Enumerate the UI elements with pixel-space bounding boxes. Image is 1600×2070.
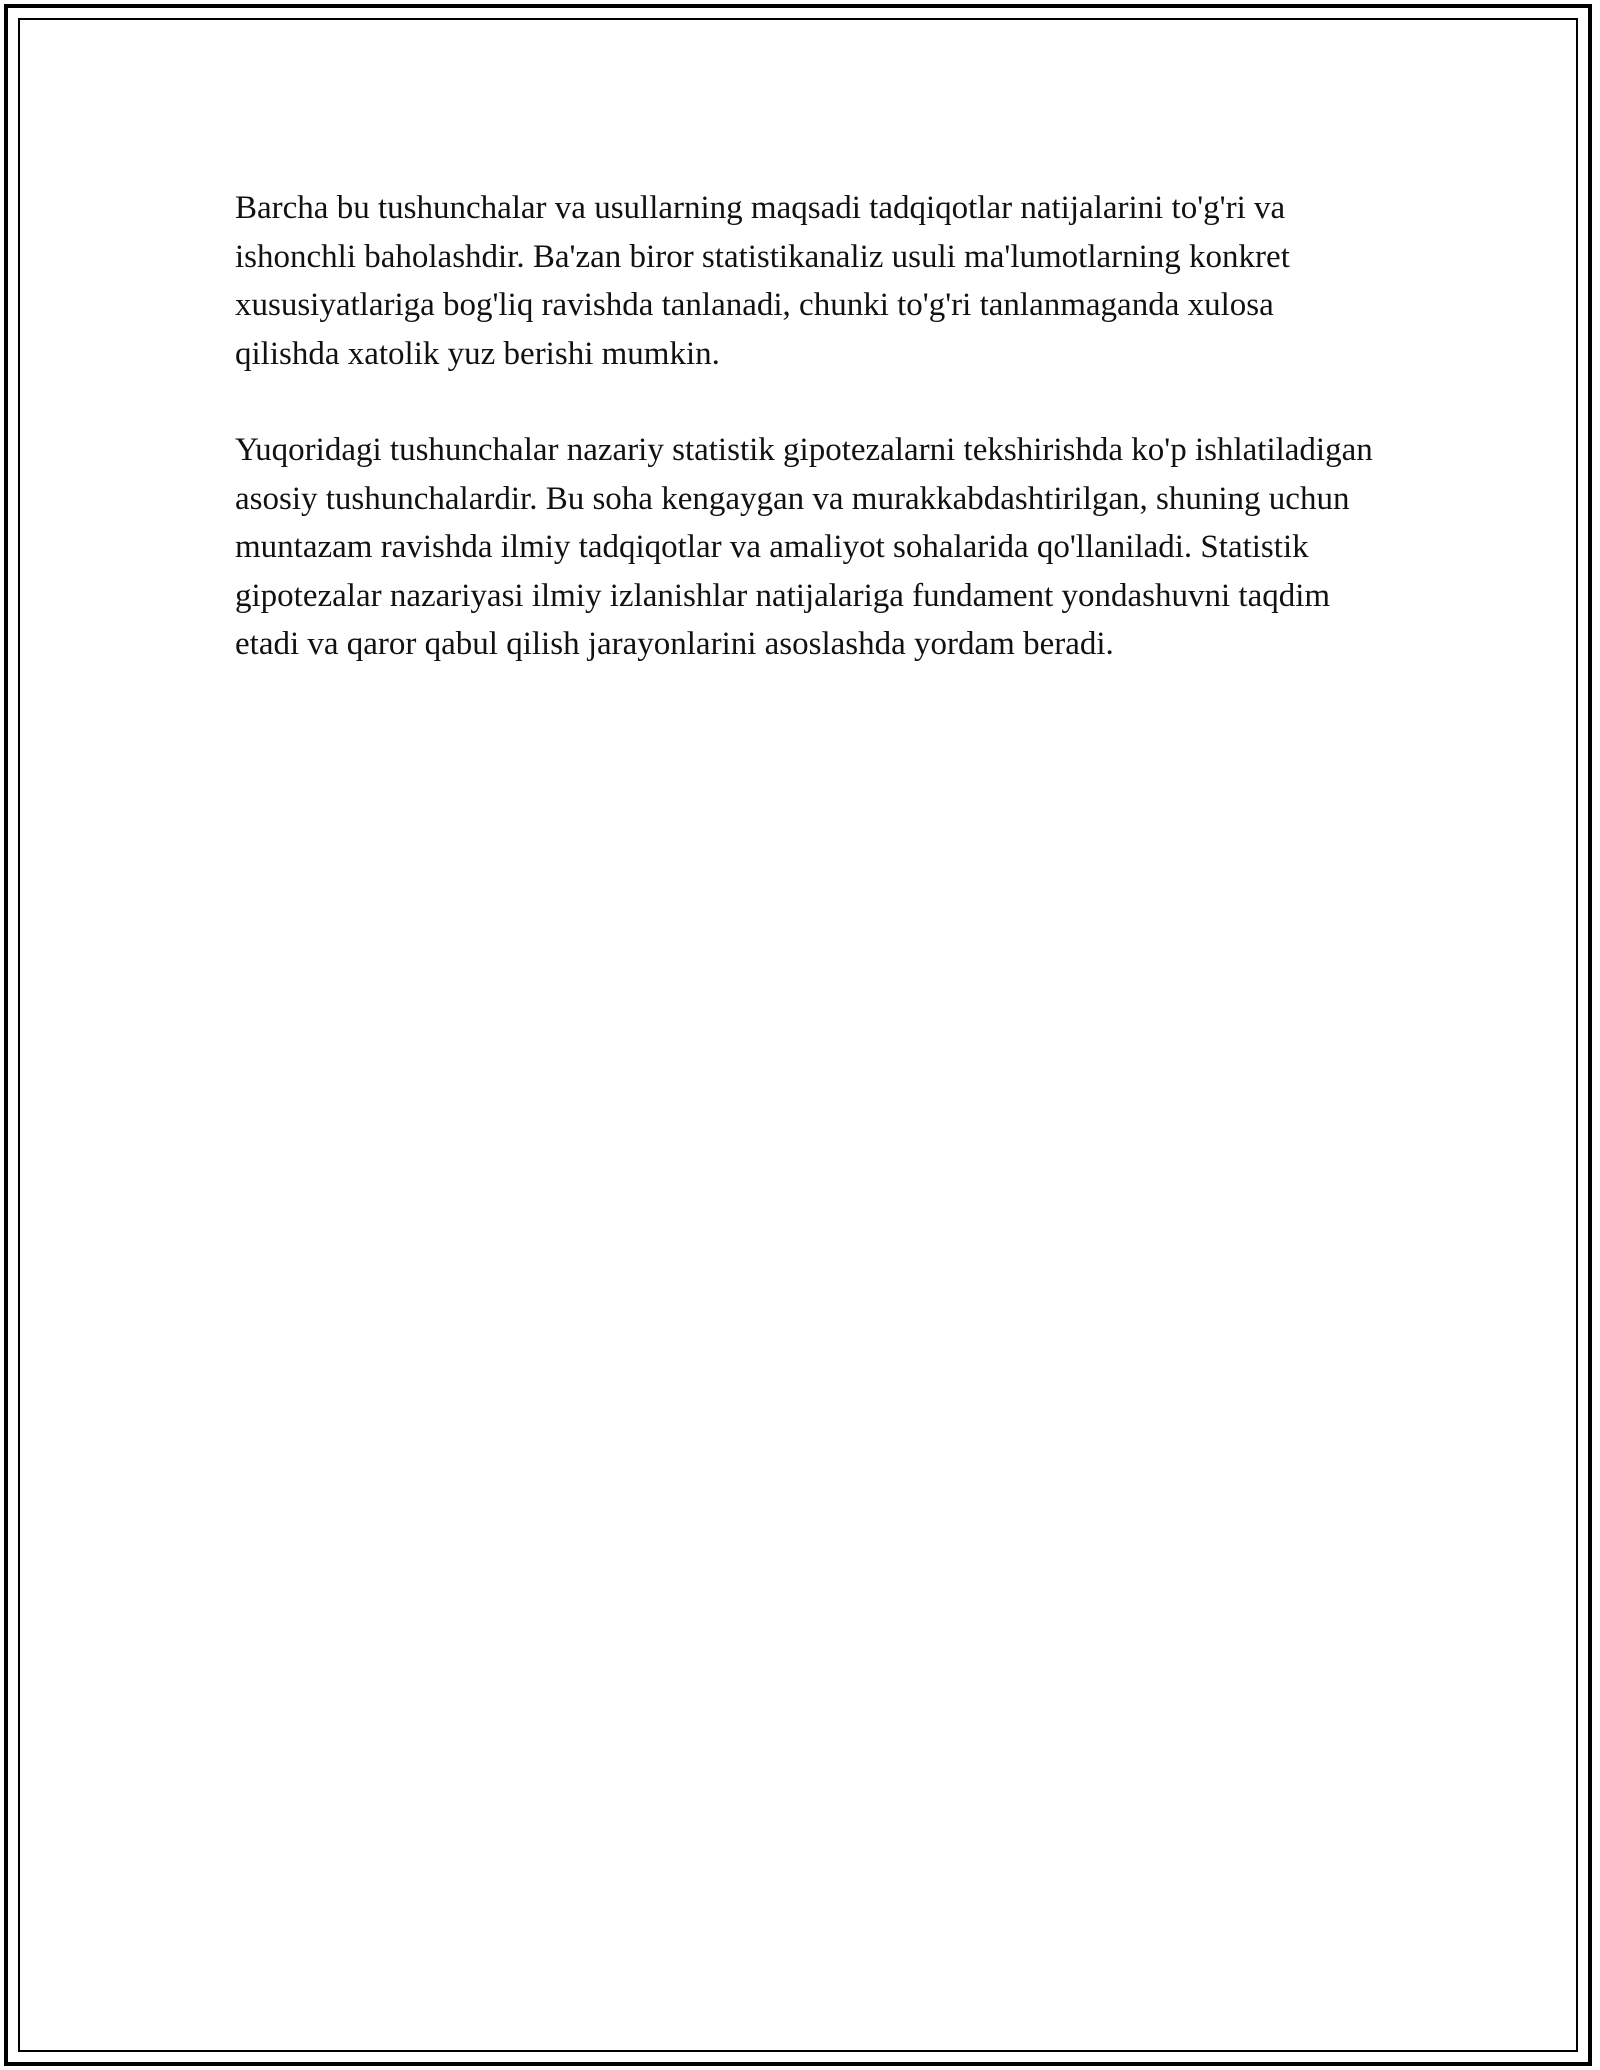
paragraph-1: Barcha bu tushunchalar va usullarning maqsadi tadqiqotlar natijalarini to'g'ri va ishonchli baholashdir. Ba'zan biror statistikanaliz usuli ma'lumotlarning konkret xususiyatlariga bog'liq ravishda tanlanadi, chunki to'g'ri tanlanmaganda xulosa qilishda xatolik yuz berishi mumkin. xyxy=(235,190,1290,372)
document-body xyxy=(235,184,1375,717)
paragraph-2: Yuqoridagi tushunchalar nazariy statistik gipotezalarni tekshirishda ko'p ishlatiladigan asosiy tushunchalardir. Bu soha kengaygan va murakkabdashtirilgan, shuning uchun muntazam ravishda ilmiy tadqiqotlar va amaliyot sohalarida qo'llaniladi. Statistik gipotezalar nazariyasi ilmiy izlanishlar natijalariga fundament yondashuvni taqdim etadi va qaror qabul qilish jarayonlarini asoslashda yordam beradi. xyxy=(235,432,1373,662)
